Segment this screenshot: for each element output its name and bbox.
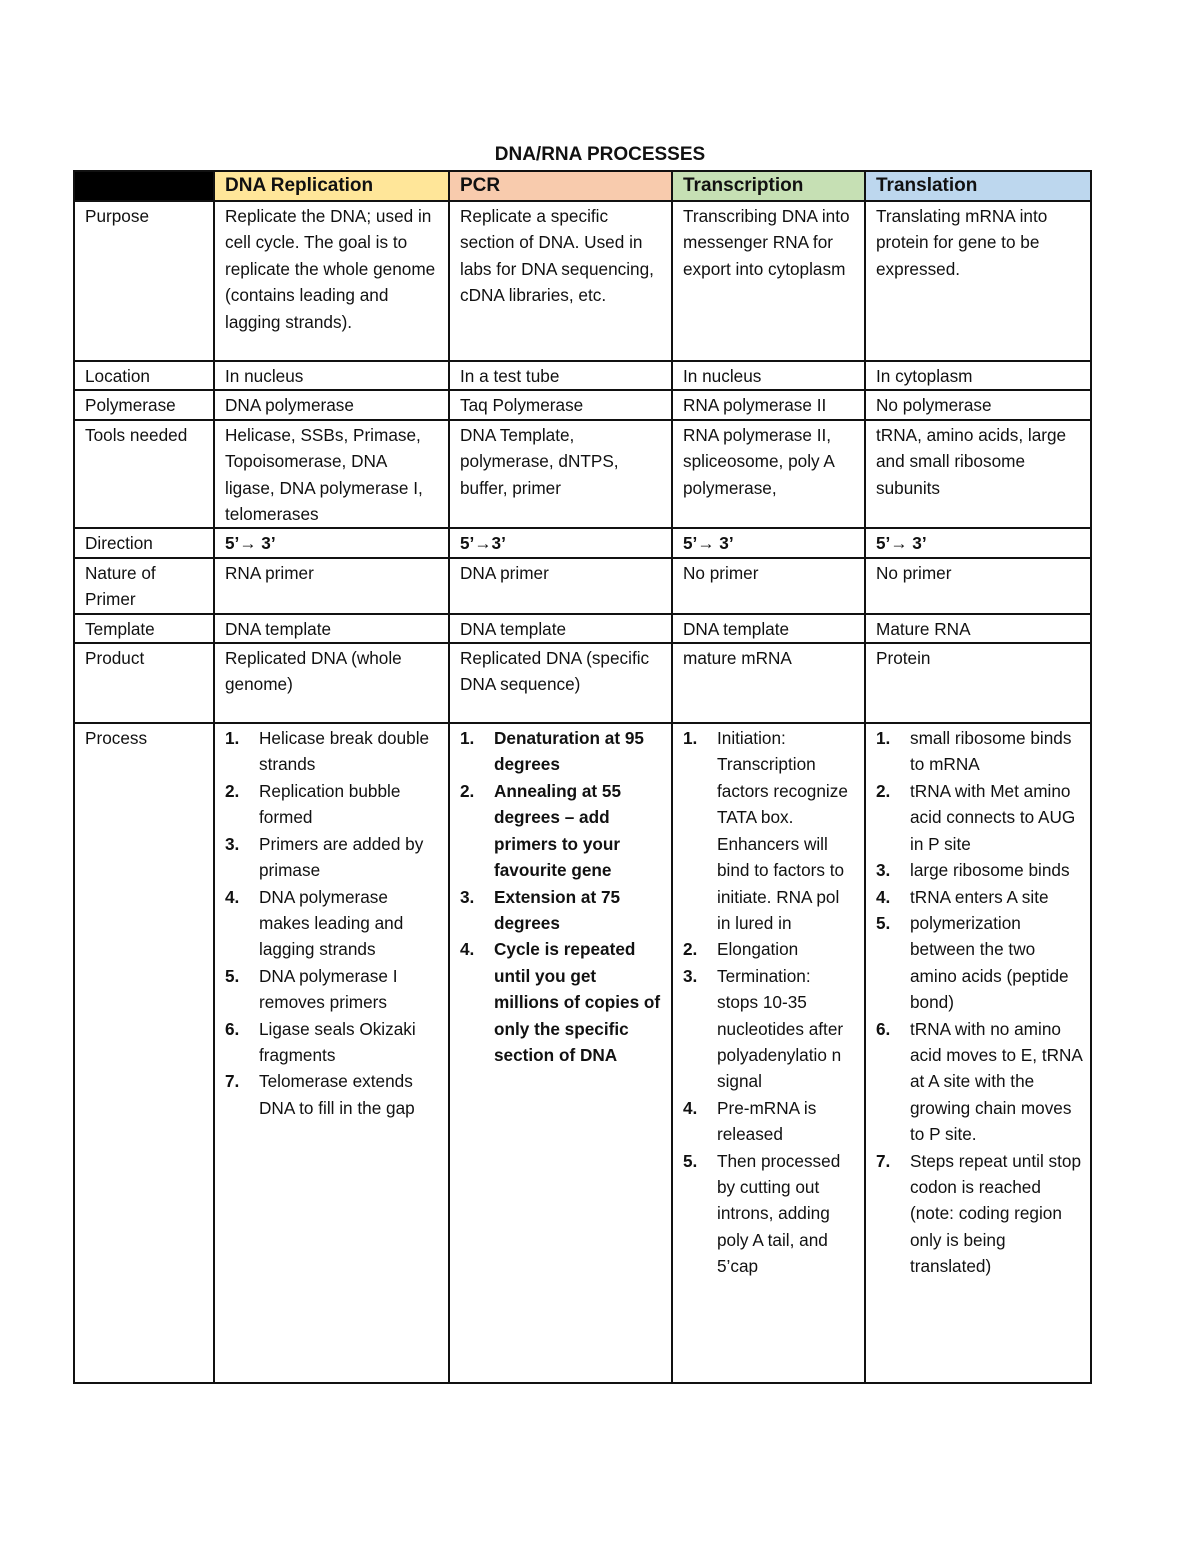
row-label: Template — [74, 614, 214, 643]
row-process — [74, 723, 1091, 1383]
table-cell: In nucleus — [672, 361, 865, 390]
column-header-transcription: Transcription — [672, 171, 865, 201]
step-number: 6. — [225, 1018, 240, 1039]
header-row — [74, 171, 1091, 201]
process-cell-translation — [865, 723, 1091, 1383]
process-cell-pcr — [449, 723, 672, 1383]
table-cell: Replicate a specific section of DNA. Used in labs for DNA sequencing, cDNA libraries, etc. — [449, 201, 672, 361]
list-item — [683, 725, 856, 936]
list-item — [225, 1068, 440, 1121]
table-cell: mature mRNA — [672, 643, 865, 723]
steps-list — [876, 725, 1082, 1280]
list-item — [876, 910, 1082, 1016]
step-text: Extension at 75 degrees — [494, 886, 621, 933]
step-text: Annealing at 55 degrees – add primers to your favourite gene — [494, 780, 622, 881]
step-number: 1. — [683, 728, 698, 749]
table-cell: RNA polymerase II, spliceosome, poly A polymerase, — [672, 420, 865, 529]
step-text: Denaturation at 95 degrees — [494, 728, 644, 775]
step-number: 1. — [460, 728, 475, 749]
table-cell: In nucleus — [214, 361, 449, 390]
table-cell: Replicated DNA (specific DNA sequence) — [449, 643, 672, 723]
step-text: Cycle is repeated until you get millions of copies of only the specific section of DNA — [494, 939, 661, 1065]
table-cell: Mature RNA — [865, 614, 1091, 643]
page-title: DNA/RNA PROCESSES — [494, 144, 706, 165]
list-item — [225, 831, 440, 884]
steps-list — [225, 725, 440, 1121]
table-cell: 5’→ 3’ — [672, 528, 865, 557]
column-header-dna-replication: DNA Replication — [214, 171, 449, 201]
table-cell: RNA primer — [214, 558, 449, 614]
process-cell-dna-replication — [214, 723, 449, 1383]
step-number: 7. — [876, 1150, 891, 1171]
step-text: tRNA with no amino acid moves to E, tRNA at A site with the growing chain moves to P site. — [910, 1018, 1082, 1145]
table-cell: No polymerase — [865, 390, 1091, 419]
table-cell: Transcribing DNA into messenger RNA for export into cytoplasm — [672, 201, 865, 361]
table-cell: DNA template — [672, 614, 865, 643]
step-text: Elongation — [717, 939, 799, 960]
list-item — [225, 963, 440, 1016]
list-item — [225, 884, 440, 963]
step-text: Telomerase extends DNA to fill in the gap — [259, 1071, 415, 1118]
row-label: Tools needed — [74, 420, 214, 529]
step-text: Replication bubble formed — [259, 780, 401, 828]
row-label: Product — [74, 643, 214, 723]
list-item — [876, 1016, 1082, 1148]
row-template — [74, 614, 1091, 643]
step-text: Initiation: Transcription factors recognize TATA box. Enhancers will bind to factors to initiate. RNA pol in lured in — [717, 728, 848, 933]
table-cell: No primer — [865, 558, 1091, 614]
table-cell: 5’→3’ — [449, 528, 672, 557]
step-number: 5. — [683, 1150, 698, 1171]
table-cell: Helicase, SSBs, Primase, Topoisomerase, DNA ligase, DNA polymerase I, telomerases — [214, 420, 449, 529]
steps-list — [460, 725, 663, 1068]
list-item — [876, 884, 1082, 910]
column-header-pcr: PCR — [449, 171, 672, 201]
table-cell: DNA Template, polymerase, dNTPS, buffer, primer — [449, 420, 672, 529]
list-item — [460, 725, 663, 778]
row-purpose — [74, 201, 1091, 361]
step-text: Steps repeat until stop codon is reached (note: coding region only is being translated) — [910, 1150, 1082, 1277]
step-number: 4. — [225, 886, 240, 907]
step-text: DNA polymerase I removes primers — [259, 965, 398, 1013]
process-cell-transcription — [672, 723, 865, 1383]
step-text: Pre-mRNA is released — [717, 1097, 817, 1145]
step-text: small ribosome binds to mRNA — [910, 728, 1072, 775]
table-cell: DNA template — [449, 614, 672, 643]
table-cell: RNA polymerase II — [672, 390, 865, 419]
table-cell: DNA polymerase — [214, 390, 449, 419]
list-item — [460, 778, 663, 884]
step-text: tRNA enters A site — [910, 886, 1049, 907]
row-label: Direction — [74, 528, 214, 557]
step-number: 3. — [876, 860, 891, 881]
list-item — [225, 725, 440, 778]
list-item — [683, 1148, 856, 1280]
table-cell: Protein — [865, 643, 1091, 723]
step-text: tRNA with Met amino acid connects to AUG in P site — [910, 780, 1076, 854]
step-number: 2. — [460, 780, 475, 801]
list-item — [225, 778, 440, 831]
table-cell: 5’→ 3’ — [214, 528, 449, 557]
step-number: 3. — [225, 833, 240, 854]
step-number: 4. — [460, 939, 475, 960]
list-item — [225, 1016, 440, 1069]
step-text: large ribosome binds — [910, 860, 1070, 881]
row-polymerase — [74, 390, 1091, 419]
row-tools-needed — [74, 420, 1091, 529]
step-number: 6. — [876, 1018, 891, 1039]
list-item — [460, 884, 663, 937]
row-label: Process — [74, 723, 214, 1383]
table-cell: In a test tube — [449, 361, 672, 390]
table-cell: 5’→ 3’ — [865, 528, 1091, 557]
table-cell: Replicated DNA (whole genome) — [214, 643, 449, 723]
processes-table — [73, 170, 1092, 1384]
column-header-translation: Translation — [865, 171, 1091, 201]
row-label: Location — [74, 361, 214, 390]
list-item — [876, 857, 1082, 883]
step-number: 3. — [460, 886, 475, 907]
row-label: Nature of Primer — [74, 558, 214, 614]
step-number: 5. — [876, 912, 891, 933]
step-number: 3. — [683, 965, 698, 986]
table-cell: DNA template — [214, 614, 449, 643]
step-number: 2. — [683, 939, 698, 960]
step-text: DNA polymerase makes leading and lagging strands — [259, 886, 404, 960]
table-cell: In cytoplasm — [865, 361, 1091, 390]
step-number: 1. — [225, 728, 240, 749]
list-item — [876, 1148, 1082, 1280]
step-number: 7. — [225, 1071, 240, 1092]
table-cell: DNA primer — [449, 558, 672, 614]
list-item — [683, 936, 856, 962]
list-item — [683, 963, 856, 1095]
step-text: Helicase break double strands — [259, 728, 430, 775]
row-nature-of-primer — [74, 558, 1091, 614]
table-cell: Translating mRNA into protein for gene to be expressed. — [865, 201, 1091, 361]
table-cell: Replicate the DNA; used in cell cycle. The goal is to replicate the whole genome (contains leading and lagging strands). — [214, 201, 449, 361]
list-item — [683, 1095, 856, 1148]
row-location — [74, 361, 1091, 390]
corner-cell — [74, 171, 214, 201]
step-number: 2. — [225, 780, 240, 801]
step-text: Then processed by cutting out introns, adding poly A tail, and 5’cap — [717, 1150, 841, 1277]
step-text: Ligase seals Okizaki fragments — [259, 1018, 416, 1065]
step-text: Primers are added by primase — [259, 833, 424, 881]
row-label: Polymerase — [74, 390, 214, 419]
table-cell: No primer — [672, 558, 865, 614]
step-number: 4. — [876, 886, 891, 907]
row-label: Purpose — [74, 201, 214, 361]
table-cell: Taq Polymerase — [449, 390, 672, 419]
list-item — [460, 936, 663, 1068]
step-number: 5. — [225, 965, 240, 986]
list-item — [876, 725, 1082, 778]
step-text: polymerization between the two amino acids (peptide bond) — [910, 912, 1069, 1013]
list-item — [876, 778, 1082, 857]
step-number: 2. — [876, 780, 891, 801]
step-number: 1. — [876, 728, 891, 749]
step-number: 4. — [683, 1097, 698, 1118]
step-text: Termination: stops 10-35 nucleotides after polyadenylatio n signal — [717, 965, 844, 1092]
table-cell: tRNA, amino acids, large and small ribosome subunits — [865, 420, 1091, 529]
steps-list — [683, 725, 856, 1280]
row-direction — [74, 528, 1091, 557]
row-product — [74, 643, 1091, 723]
